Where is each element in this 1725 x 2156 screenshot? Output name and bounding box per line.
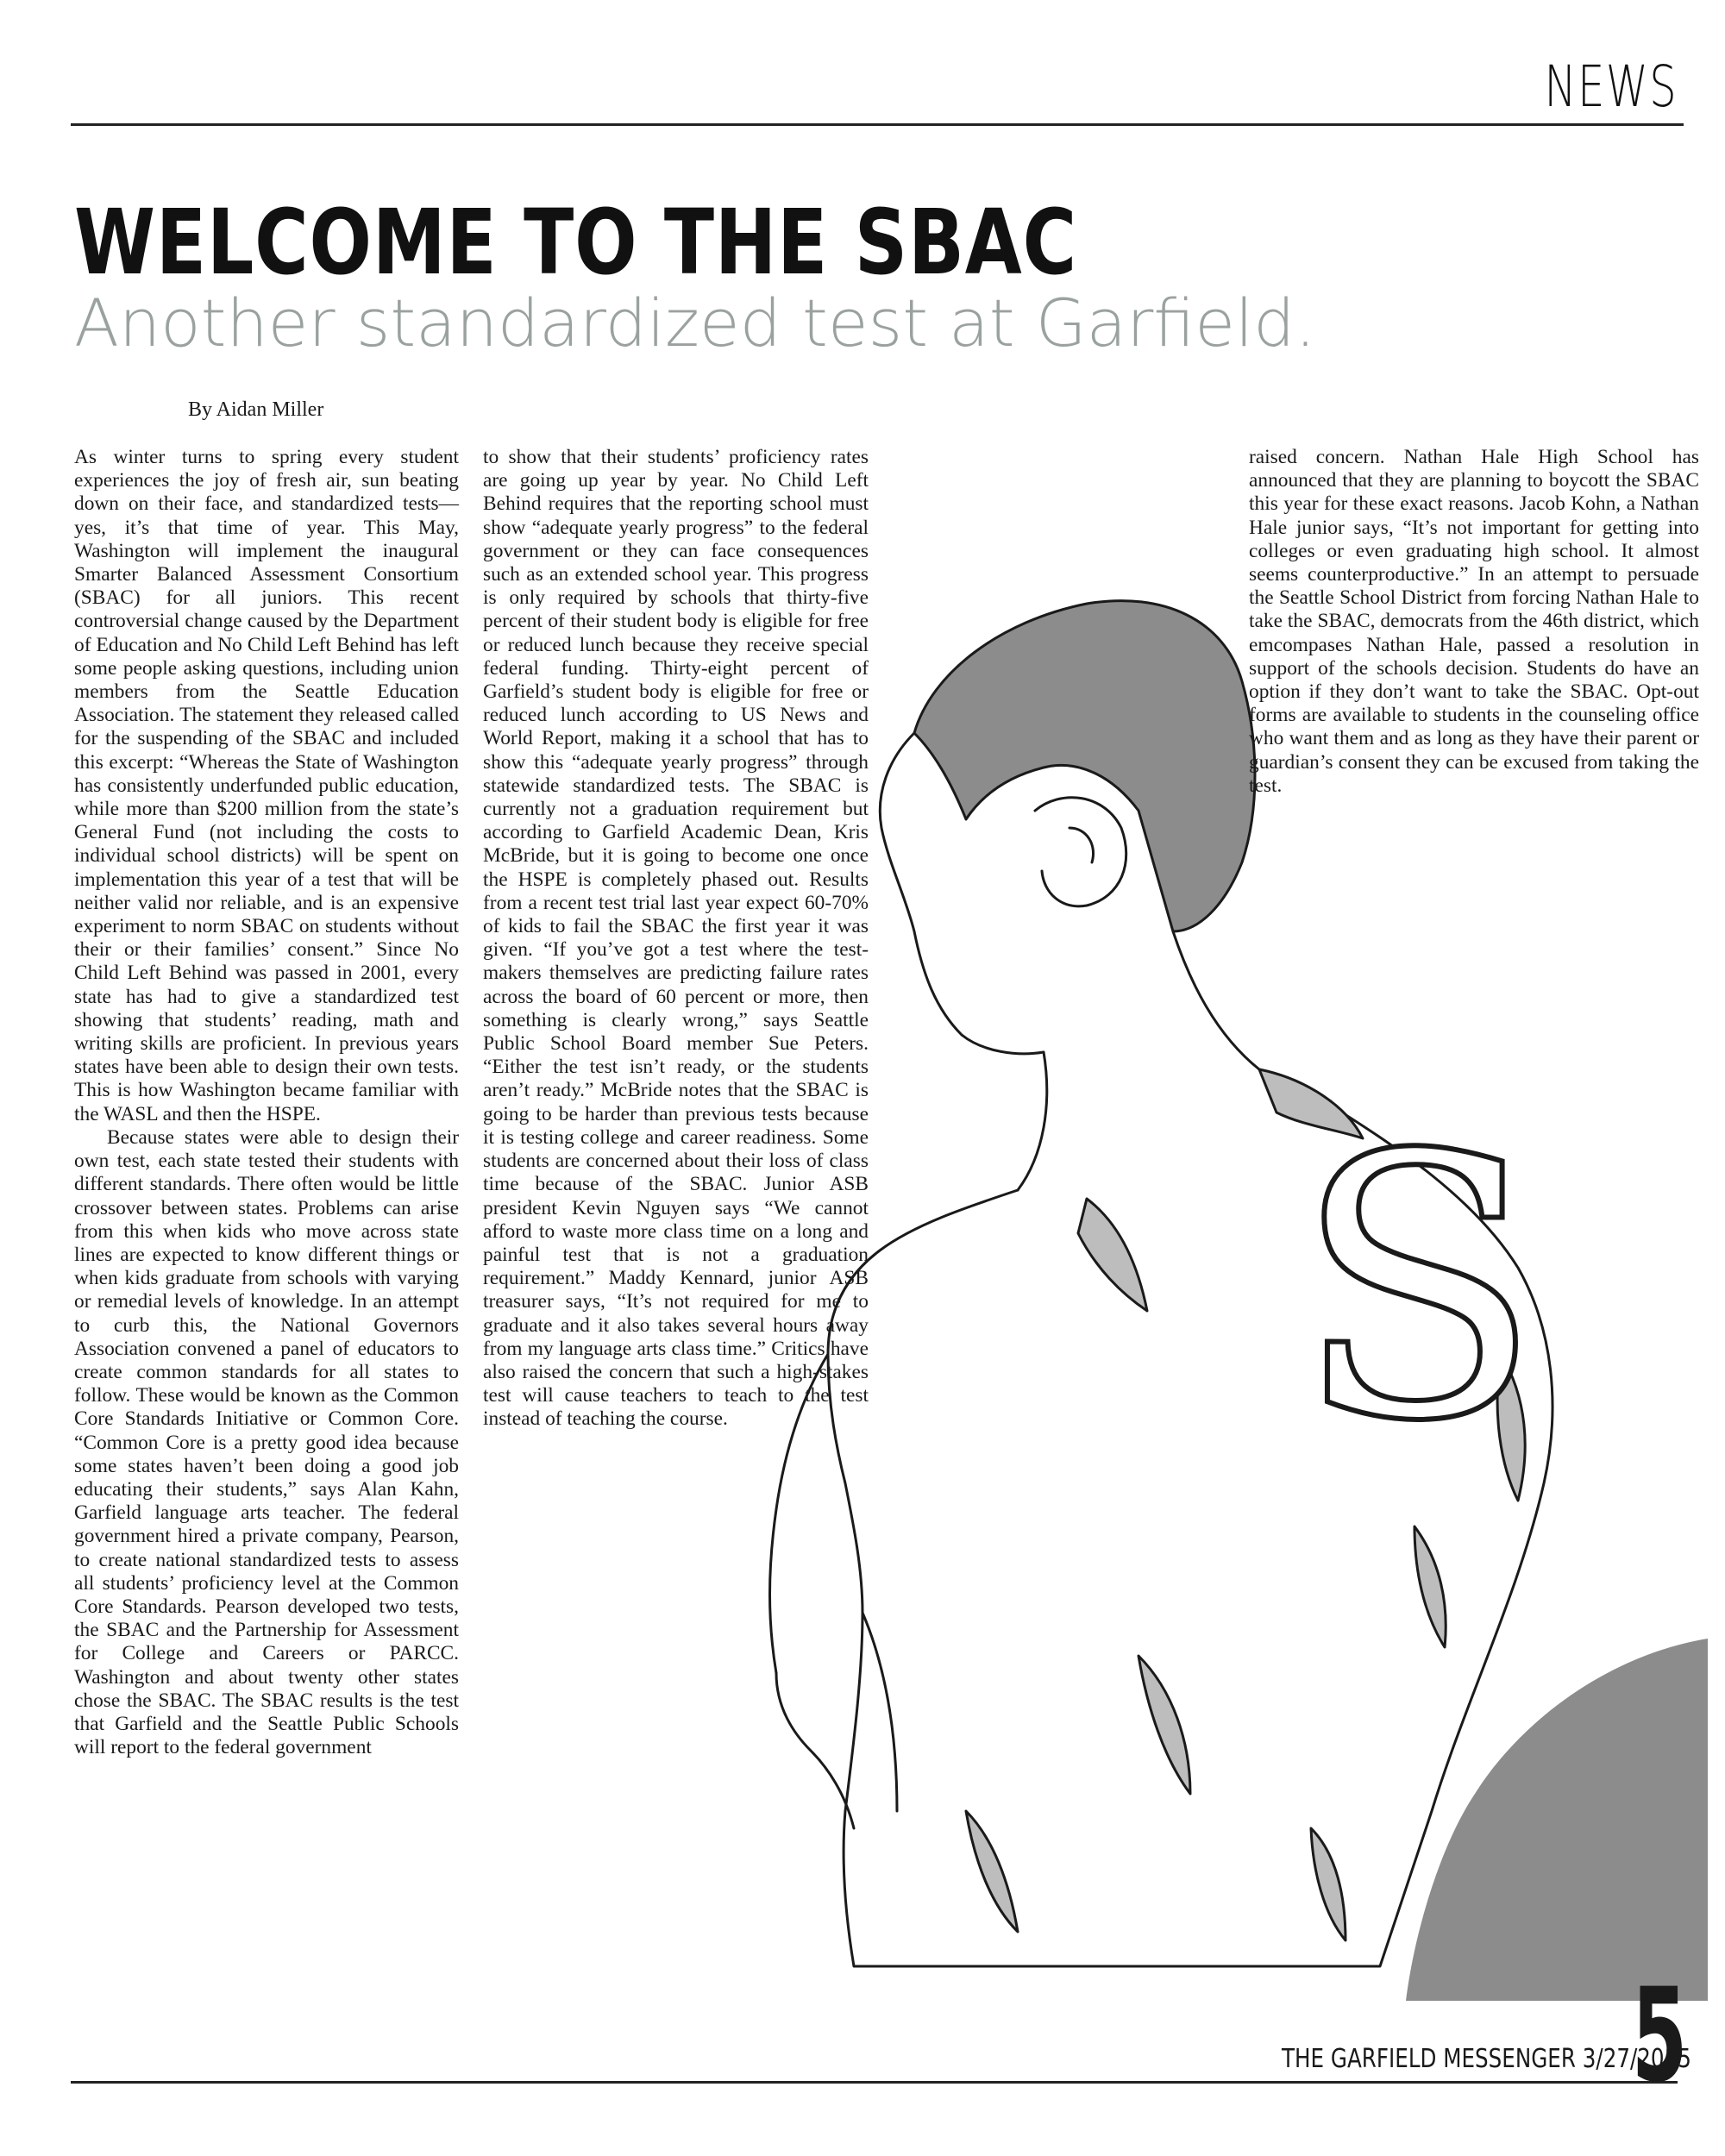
paragraph: to show that their students’ proficiency rates are going up year by year. No Child Left Behind requires that the reporting school must show “adequate yearly progress” to the federal government or they can face consequences such as an extended school year. This progress is only required by schools that thirty-five percent of their student body is eligible for free or reduced lunch because they receive special federal funding. Thirty-eight percent of Garfield’s student body is eligible for free or reduced lunch according to US News and World Report, making it a school that has to show this “adequate yearly progress” through statewide standardized tests. The SBAC is currently not a graduation requirement but according to Garfield Academic Dean, Kris McBride, but it is going to become one once the HSPE is completely phased out. Results from a recent test trial last year expect 60-70% of kids to fail the SBAC the first year it was given. “If you’ve got a test where the test-makers themselves are predicting failure rates across the board of 60 percent or more, then something is clearly wrong,” says Seattle Public School Board member Sue Peters. “Either the test isn’t ready, or the students aren’t ready.” McBride notes that the SBAC is going to be harder than previous tests because it is testing college and career readiness. Some students are concerned about their loss of class time because of the SBAC. Junior ASB president Kevin Nguyen says “We cannot afford to waste more class time on a long and painful test that is not a graduation requirement.” Maddy Kennard, junior ASB treasurer says, “It’s not required for me to graduate and it also takes several hours away from my language arts class time.” Critics have also raised the concern that such a high-stakes test will cause teachers to teach to the test instead of teaching the course.: [483, 446, 869, 1431]
shirt-letter: S: [1294, 1079, 1542, 1501]
byline: By Aidan Miller: [188, 398, 324, 421]
article-column-1: [74, 446, 459, 1759]
page-number: 5: [1631, 1961, 1687, 2111]
footer-rule: [71, 2081, 1678, 2084]
article-column-3: [1249, 446, 1699, 798]
paragraph: raised concern. Nathan Hale High School has announced that they are planning to boycott the SBAC this year for these exact reasons. Jacob Kohn, a Nathan Hale junior says, “It’s not important for getting into colleges or even graduating high school. It almost seems counterproductive.” In an attempt to persuade the Seattle School District from forcing Nathan Hale to take the SBAC, democrats from the 46th district, which emcompases Nathan Hale, passed a resolution in support of the schools decision. Students do have an option if they don’t want to take the SBAC. Opt-out forms are available to students in the counseling office who want them and as long as they have their parent or guardian’s consent they can be excused from taking the test.: [1249, 446, 1699, 797]
hair-shape: [914, 601, 1255, 931]
header-rule: [71, 123, 1684, 126]
article-column-2: [483, 446, 869, 1432]
section-label: NEWS: [1544, 53, 1678, 120]
paragraph: As winter turns to spring every student experiences the joy of fresh air, sun beating down on their face, and standardized tests—yes, it’s that time of year. This May, Washington will implement the inaugural Smarter Balanced Assessment Consortium (SBAC) for all juniors. This recent controversial change caused by the Department of Education and No Child Left Behind has left some people asking questions, including union members from the Seattle Education Association. The statement they released called for the suspending of the SBAC and included this excerpt: “Whereas the State of Washington has consistently underfunded public education, while more than $200 million from the state’s General Fund (not including the costs to individual school districts) will be spent on implementation this year of a test that will be neither valid nor reliable, and is an expensive experiment to norm SBAC on students without their or their families’ consent.” Since No Child Left Behind was passed in 2001, every state has had to give a standardized test showing that students’ reading, math and writing skills are proficient. In previous years states have been able to design their own tests. This is how Washington became familiar with the WASL and then the HSPE.: [74, 446, 459, 1125]
ear-outline: [1035, 798, 1126, 906]
headline: WELCOME TO THE SBAC: [74, 190, 1077, 295]
subhead: Another standardized test at Garfield.: [74, 285, 1316, 361]
paragraph: Because states were able to design their own test, each state tested their students with different standards. There often would be little crossover between states. Problems can arise from this when kids who move across state lines are expected to know different things or when kids graduate from schools with varying or remedial levels of knowledge. In an attempt to curb this, the National Governors Association convened a panel of educators to create common standards for all states to follow. These would be known as the Common Core Standards Initiative or Common Core. “Common Core is a pretty good idea because some states haven’t been doing a good job educating their students,” says Alan Kahn, Garfield language arts teacher. The federal government hired a private company, Pearson, to create national standardized tests to assess all students’ proficiency level at the Common Core Standards. Pearson developed two tests, the SBAC and the Partnership for Assessment for College and Careers or PARCC. Washington and about twenty other states chose the SBAC. The SBAC results is the test that Garfield and the Seattle Public Schools will report to the federal government: [74, 1125, 459, 1759]
chair-shape: [1406, 1639, 1708, 2001]
publication-footer: THE GARFIELD MESSENGER 3/27/2015: [1282, 2044, 1691, 2074]
